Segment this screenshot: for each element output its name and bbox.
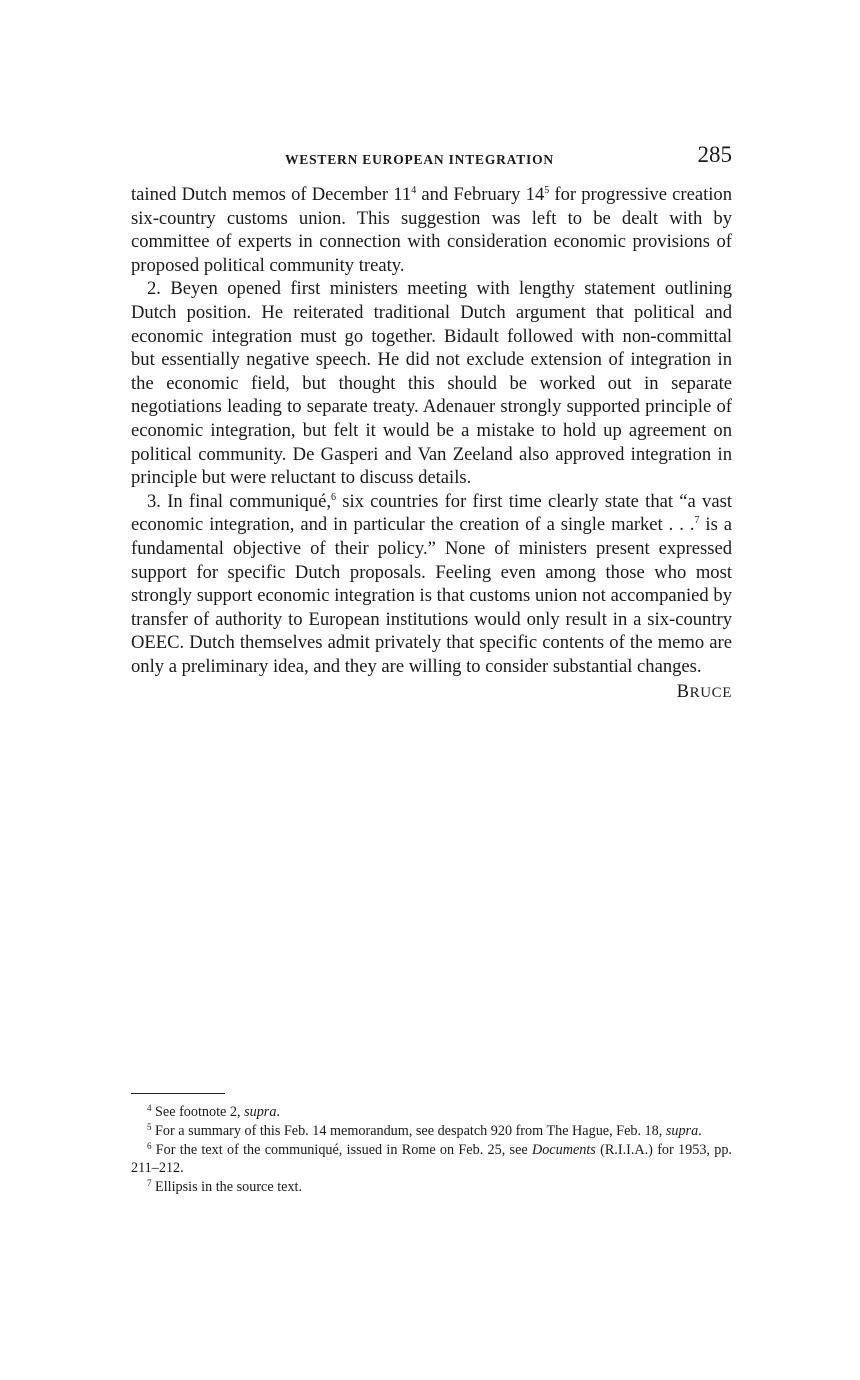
footnote-ref-5: 5 [544,185,550,196]
footnote-italic: supra [244,1104,277,1120]
paragraph-text: tained Dutch memos of December 11 [131,184,412,205]
footnote-ref-7: 7 [694,515,700,527]
footnote-number: 6 [147,1140,152,1151]
footnote-7 [131,1178,732,1197]
body-text [131,183,732,706]
paragraph-2: 2. Beyen opened first ministers meeting with lengthy statement outlining Dutch position. He reiterated traditional Dutch argument that political and economic integration must go together. Bidault followed with non-committal but essentially negative speech. He did not exclude extension of integration in the economic field, but thought this should be worked out in separate negotiations leading to separate treaty. Adenauer strongly supported principle of economic integration, but felt it would be a mistake to hold up agreement on political community. De Gasperi and Van Zeeland also approved integration in principle but were reluctant to discuss details. [131,278,732,489]
signature-initial: B [676,681,690,703]
footnote-italic: supra [665,1122,699,1139]
footnote-text: For a summary of this Feb. 14 memorandum, see despatch 920 from The Hague, Feb. 18, [151,1122,666,1139]
footnote-ref-4: 4 [411,185,417,196]
running-head: WESTERN EUROPEAN INTEGRATION [285,152,554,167]
footnote-number: 5 [147,1121,152,1132]
footnote-5 [131,1122,732,1141]
paragraph-text: six countries for first time clearly state that “a vast economic integration, and in particular the creation of a single market . . . [131,490,732,536]
footnote-text: See footnote 2, [151,1104,245,1120]
footnote-divider [131,1093,225,1094]
footnote-italic: Documents [531,1141,596,1158]
signature-rest: RUCE [689,685,732,702]
footnote-number: 4 [147,1103,152,1113]
footnote-text-end: (R.I.I.A.) for 1953, pp. 211–212. [131,1141,732,1177]
paragraph-3 [131,490,732,679]
footnote-ref-6: 6 [330,491,336,503]
footnote-text-end: . [698,1122,702,1139]
footnote-number: 7 [147,1178,152,1189]
footnote-text: For the text of the communiqué, issued in Rome on Feb. 25, see [151,1141,532,1158]
footnote-text-end: . [276,1104,280,1120]
footnote-text: Ellipsis in the source text. [151,1179,303,1196]
page-header [131,142,732,176]
paragraph-text: 3. In final communiqué, [147,490,331,512]
paragraph-text: and February 14 [416,184,545,205]
paragraph-text: is a fundamental objective of their policy.” None of ministers present expressed support for specific Dutch proposals. Feeling even among those who most strongly support economic integration is that customs union not accompanied by transfer of authority to European institutions would only result in a six-country OEEC. Dutch themselves admit privately that specific contents of the memo are only a preliminary idea, and they are willing to consider substantial changes. [131,514,733,677]
paragraph-1 [131,183,732,277]
paragraph-text: for progressive creation six-country customs union. This suggestion was left to be dealt with by committee of experts in connection with consideration economic provisions of proposed political community treaty. [131,184,733,276]
page-number: 285 [697,142,732,167]
footnote-4 [131,1103,732,1122]
signature [131,680,732,706]
footnotes [131,1103,732,1197]
footnote-6 [131,1141,732,1179]
